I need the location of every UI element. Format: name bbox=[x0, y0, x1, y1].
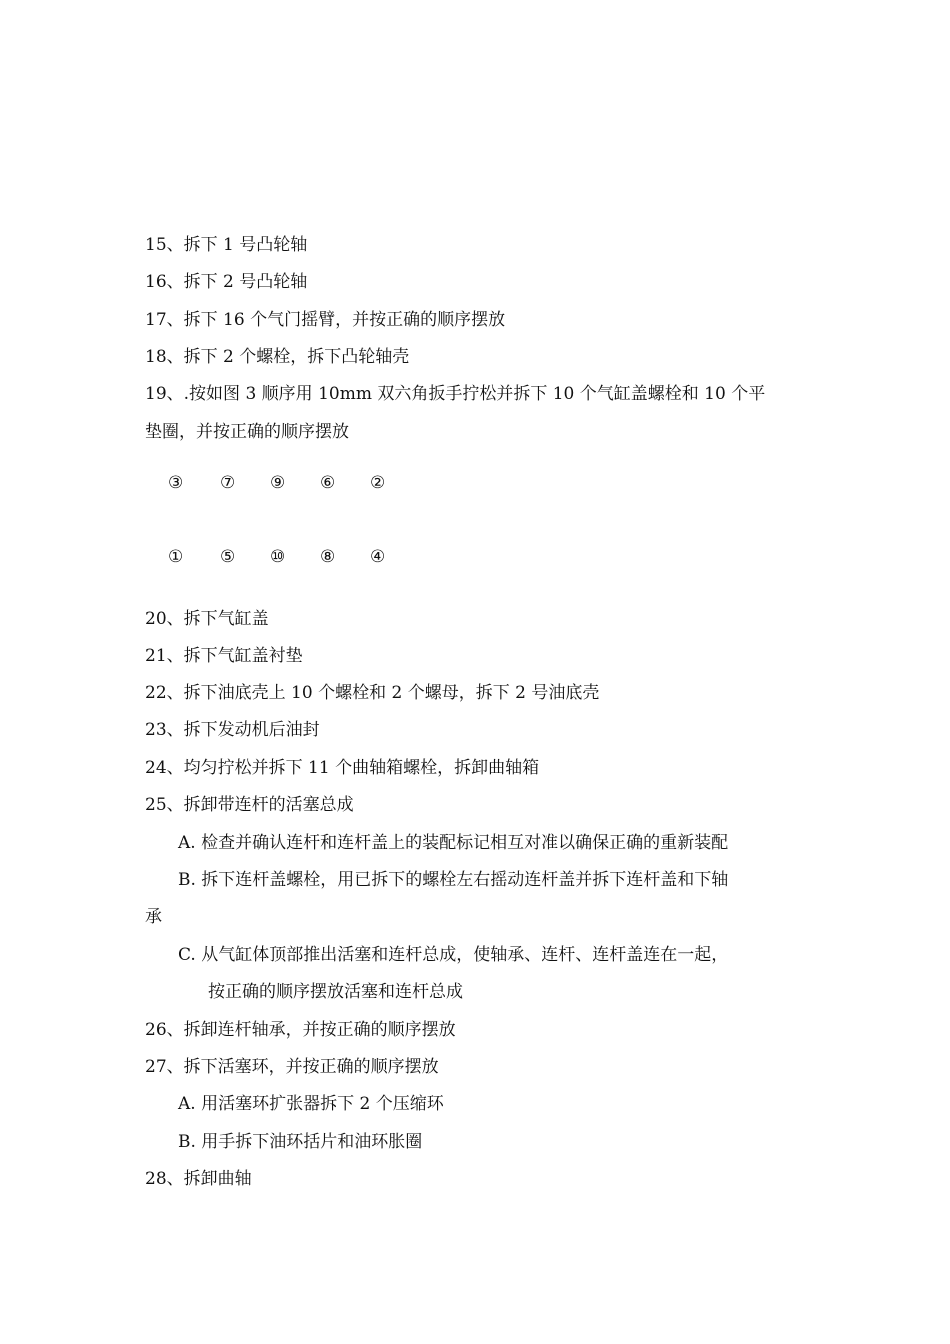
bolt-number: ⑩ bbox=[270, 547, 286, 567]
bolt-number: ③ bbox=[168, 473, 184, 493]
step-26: 26、拆卸连杆轴承，并按正确的顺序摆放 bbox=[145, 1020, 456, 1040]
step-19-line1: 19、.按如图 3 顺序用 10mm 双六角扳手拧松并拆下 10 个气缸盖螺栓和 10 个平 bbox=[145, 384, 766, 404]
step-25-b-line1: B. 拆下连杆盖螺栓，用已拆下的螺栓左右摇动连杆盖并拆下连杆盖和下轴 bbox=[178, 870, 729, 890]
step-22: 22、拆下油底壳上 10 个螺栓和 2 个螺母，拆下 2 号油底壳 bbox=[145, 683, 600, 703]
step-25-a: A. 检查并确认连杆和连杆盖上的装配标记相互对准以确保正确的重新装配 bbox=[178, 833, 729, 853]
step-19-line2: 垫圈，并按正确的顺序摆放 bbox=[145, 422, 349, 442]
bolt-number: ⑥ bbox=[320, 473, 336, 493]
bolt-number: ⑦ bbox=[220, 473, 236, 493]
bolt-number: ① bbox=[168, 547, 184, 567]
step-16: 16、拆下 2 号凸轮轴 bbox=[145, 272, 308, 292]
bolt-number: ⑨ bbox=[270, 473, 286, 493]
step-18: 18、拆下 2 个螺栓，拆下凸轮轴壳 bbox=[145, 347, 410, 367]
step-24: 24、均匀拧松并拆下 11 个曲轴箱螺栓，拆卸曲轴箱 bbox=[145, 758, 540, 778]
step-25: 25、拆卸带连杆的活塞总成 bbox=[145, 795, 354, 815]
step-25-c-line2: 按正确的顺序摆放活塞和连杆总成 bbox=[208, 982, 463, 1002]
step-27: 27、拆下活塞环，并按正确的顺序摆放 bbox=[145, 1057, 439, 1077]
step-17: 17、拆下 16 个气门摇臂，并按正确的顺序摆放 bbox=[145, 310, 506, 330]
step-20: 20、拆下气缸盖 bbox=[145, 609, 269, 629]
step-21: 21、拆下气缸盖衬垫 bbox=[145, 646, 303, 666]
step-25-c-line1: C. 从气缸体顶部推出活塞和连杆总成，使轴承、连杆、连杆盖连在一起， bbox=[178, 945, 729, 965]
step-27-b: B. 用手拆下油环括片和油环胀圈 bbox=[178, 1132, 423, 1152]
step-15: 15、拆下 1 号凸轮轴 bbox=[145, 235, 308, 255]
bolt-number: ⑤ bbox=[220, 547, 236, 567]
step-28: 28、拆卸曲轴 bbox=[145, 1169, 252, 1189]
step-23: 23、拆下发动机后油封 bbox=[145, 720, 320, 740]
bolt-number: ⑧ bbox=[320, 547, 336, 567]
bolt-number: ② bbox=[370, 473, 386, 493]
step-27-a: A. 用活塞环扩张器拆下 2 个压缩环 bbox=[178, 1094, 444, 1114]
step-25-b-line2: 承 bbox=[145, 907, 162, 927]
bolt-number: ④ bbox=[370, 547, 386, 567]
